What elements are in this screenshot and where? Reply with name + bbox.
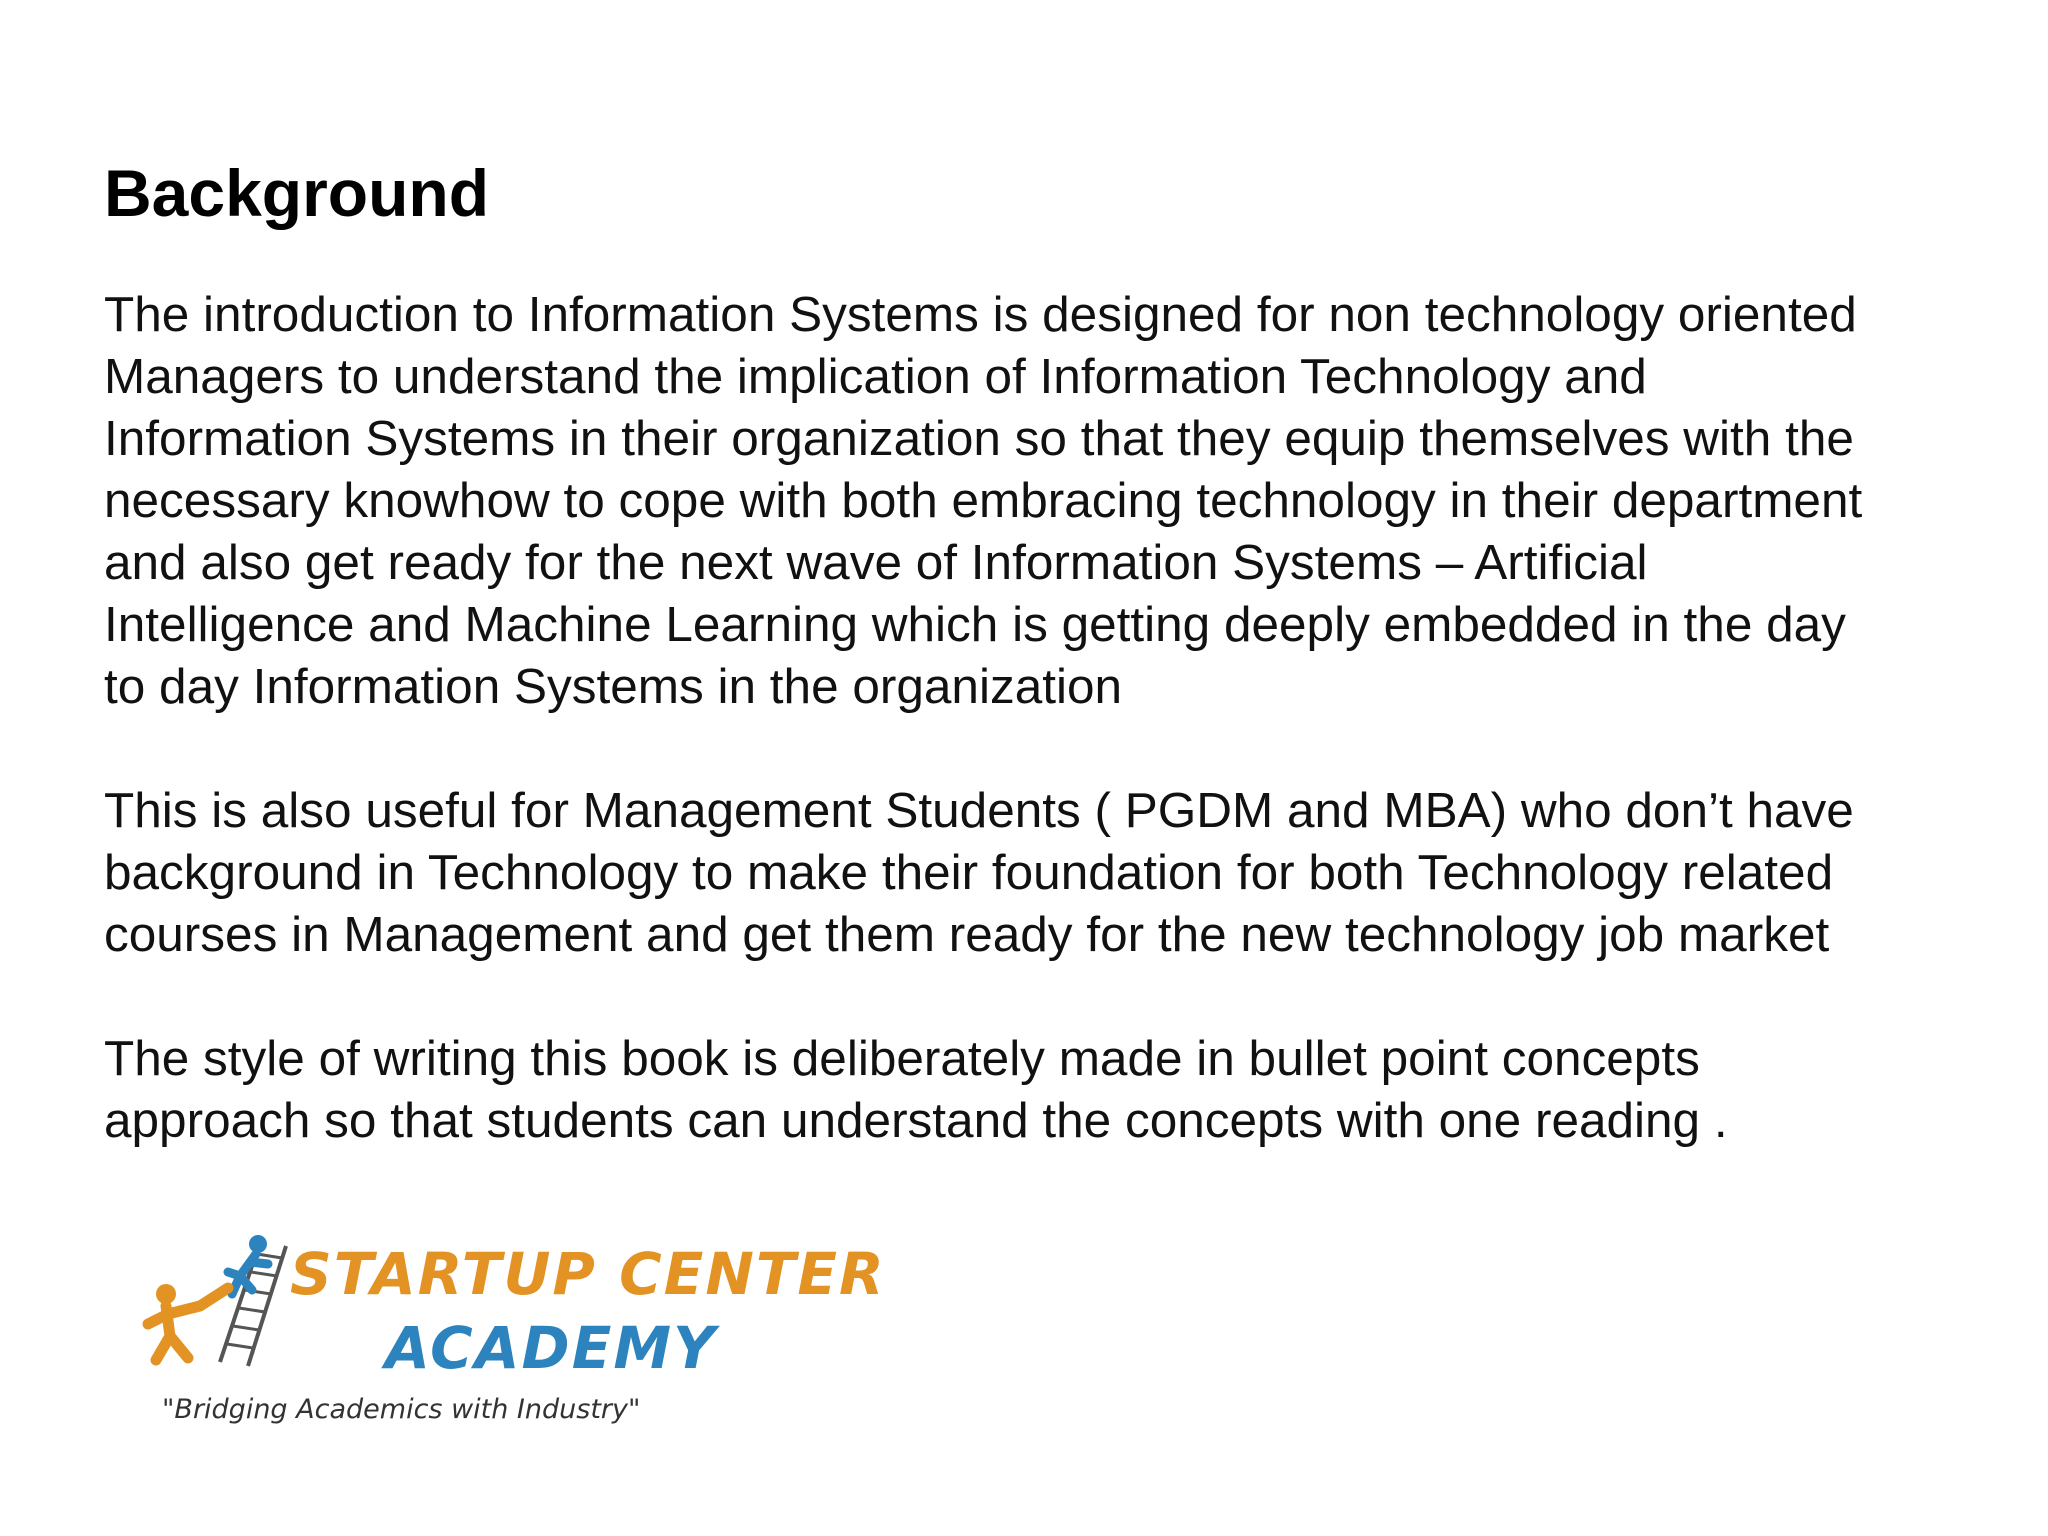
text-line: This is also useful for Management Students ( PGDM and MBA) who don’t have xyxy=(104,783,1854,838)
logo-wordmark-bottom: ACADEMY xyxy=(385,1314,718,1382)
logo-wordmark-top: STARTUP CENTER xyxy=(290,1240,886,1308)
text-line: Managers to understand the implication of Information Technology and xyxy=(104,349,1647,404)
text-line: Intelligence and Machine Learning which is getting deeply embedded in the day xyxy=(104,597,1846,652)
text-line: to day Information Systems in the organization xyxy=(104,659,1123,714)
text-line: courses in Management and get them ready for the new technology job market xyxy=(104,907,1830,962)
text-line: approach so that students can understand the concepts with one reading . xyxy=(104,1093,1728,1148)
text-line: necessary knowhow to cope with both embracing technology in their department xyxy=(104,473,1863,528)
logo-tagline: "Bridging Academics with Industry" xyxy=(162,1394,641,1425)
paragraph-audience xyxy=(104,780,2004,966)
text-line: Information Systems in their organization so that they equip themselves with the xyxy=(104,411,1854,466)
text-line: The style of writing this book is deliberately made in bullet point concepts xyxy=(104,1031,1700,1086)
text-line: and also get ready for the next wave of Information Systems – Artificial xyxy=(104,535,1648,590)
slide-heading: Background xyxy=(104,156,490,230)
paragraph-intro xyxy=(104,284,2004,718)
text-line: The introduction to Information Systems is designed for non technology oriented xyxy=(104,287,1857,342)
text-line: background in Technology to make their foundation for both Technology related xyxy=(104,845,1834,900)
startup-center-academy-logo xyxy=(140,1232,886,1432)
body-text xyxy=(104,284,2004,1152)
paragraph-style xyxy=(104,1028,2004,1152)
ladder-climbers-icon xyxy=(140,1232,300,1382)
